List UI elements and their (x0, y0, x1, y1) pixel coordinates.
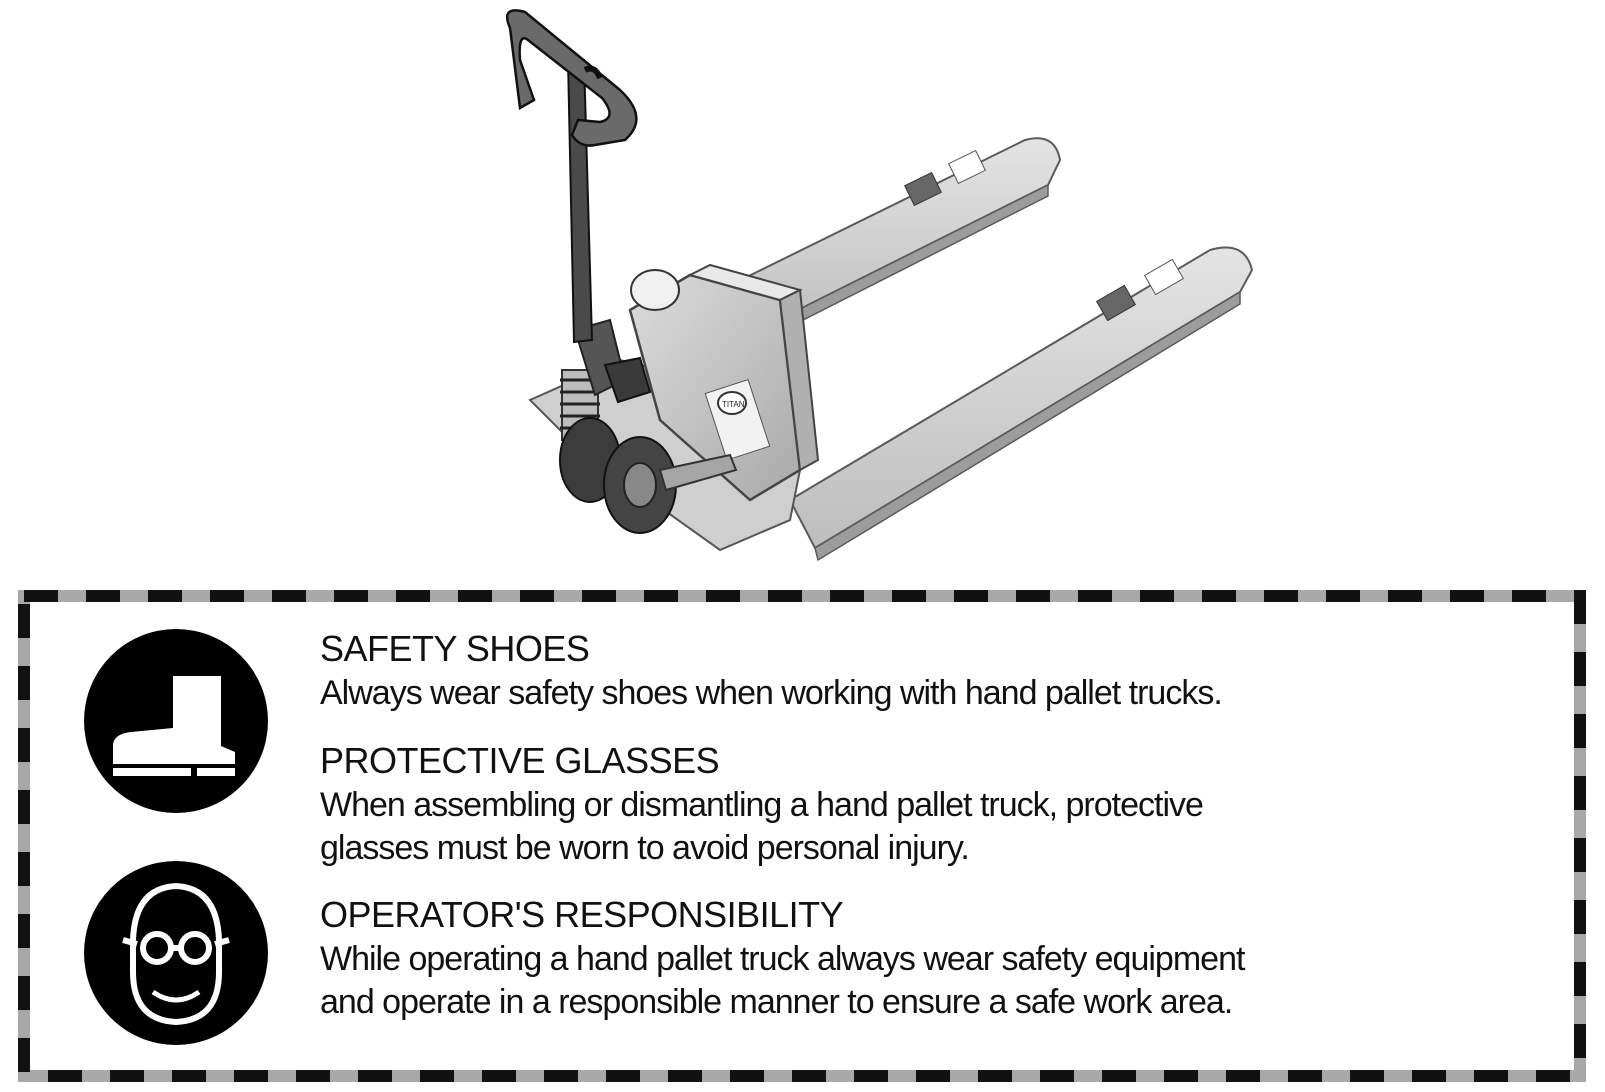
logo-text: TITAN (722, 400, 745, 409)
safety-shoe-icon (83, 628, 269, 814)
operators-responsibility-section (320, 892, 1520, 1024)
section-text: While operating a hand pallet truck always wear safety equipment (320, 940, 1245, 978)
section-text: glasses must be worn to avoid personal injury. (320, 829, 969, 867)
section-heading: PROTECTIVE GLASSES (320, 740, 720, 781)
section-heading: SAFETY SHOES (320, 628, 590, 669)
protective-glasses-icon (83, 860, 269, 1046)
safety-notice-box (18, 590, 1586, 1082)
section-text: Always wear safety shoes when working with hand pallet trucks. (320, 674, 1222, 712)
front-fork (790, 248, 1252, 561)
section-text: and operate in a responsible manner to ensure a safe work area. (320, 983, 1233, 1021)
section-text: When assembling or dismantling a hand pallet truck, protective (320, 786, 1203, 824)
pallet-truck-illustration (500, 0, 1300, 580)
protective-glasses-section (320, 738, 1520, 870)
safety-shoes-section (320, 626, 1520, 715)
section-heading: OPERATOR'S RESPONSIBILITY (320, 894, 844, 935)
handle (507, 10, 636, 342)
